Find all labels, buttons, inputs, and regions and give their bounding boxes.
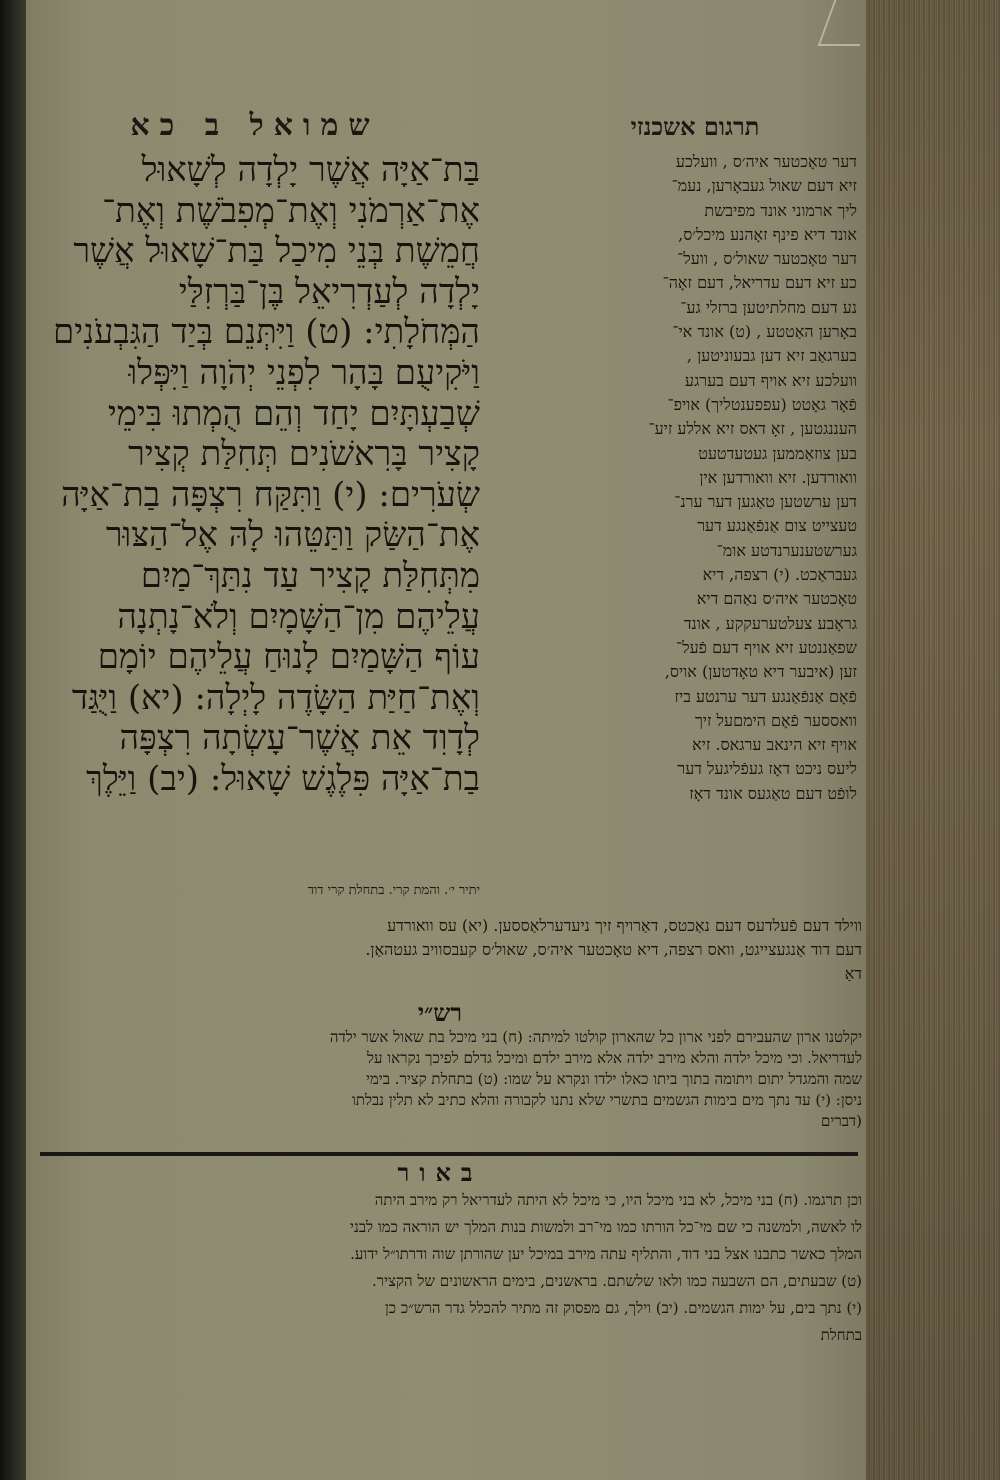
targum-line: טעצייט צום אַנפֿאַנגע דער [697, 516, 857, 536]
targum-line: פֿאָר גאָטט (עפפענטליך) אויפ־ [667, 394, 857, 414]
targum-line: וואססער פֿאָם הימםעל זיך [694, 710, 857, 730]
bible-line: לְדָוִד אֵת אֲשֶׁר־עָשְׂתָה רִצְפָּה [119, 718, 480, 759]
book-title-header: שמואל ב כא [130, 108, 380, 143]
targum-line: גערשטענערנדטע אומ־ [716, 540, 857, 560]
biur-line: לו לאשה, ולמשנה כי שם מי־כל הורתו כמו מי־רב ולמשות בנות המלך יש הוראה כמו לבני [350, 1218, 862, 1236]
bible-text-column [30, 150, 480, 800]
bible-line: שְׁבַעְתָּיִם יָחַד וְהֵם הֻמְתוּ בִּימֵי [107, 393, 480, 434]
targum-wide-line: דעם דוד אַנגעצייגט, וואס רצפה, דיא טאָכטער איה׳ס, שאול׳ס קעבסוויב געטהאַן. [365, 940, 862, 959]
targum-line: דער טאָכטער שאול׳ס , וועל־ [677, 249, 857, 269]
targum-line: זיא דעם שאול געבאָרען, נעמ־ [671, 176, 857, 196]
targum-line: אויף זיא הינאב ערגאס. זיא [692, 735, 857, 755]
targum-line: אונד דיא פינף זאָהנע מיכל׳ס, [678, 224, 857, 244]
targum-line: טאָכטער איה׳ס נאַהם דיא [696, 589, 857, 609]
targum-continuation [36, 914, 862, 986]
targum-line: ליך ארמוני אונד מפיבשת [704, 200, 857, 220]
targum-line: ליעס ניכט דאָז געפֿליגעל דער [677, 759, 857, 779]
targum-line: דער טאָכטער איה׳ס , וועלכע [675, 152, 857, 171]
targum-title-header: תרגום אשכנזי [630, 112, 760, 141]
targum-line: לופֿט דעם טאַגעס אונד דאָז [689, 783, 857, 803]
bible-line: בַת־אַיָּה פִּלֶגֶשׁ שָׁאוּל: (יב) וַיֵּלֶךְ [86, 758, 480, 799]
bible-line: קָצִיר בָּרִאשֹׁנִים תְּחִלַּת קְצִיר [128, 434, 480, 475]
rashi-line: יקלטנו ארון שהעבירם לפני ארון כל שהארון קולטו למיתה: (ח) בני מיכל בת שאול אשר ילדה [329, 1028, 862, 1046]
targum-column [492, 150, 857, 806]
rashi-commentary [36, 1027, 862, 1132]
page-edges [866, 0, 1000, 1480]
biur-commentary [36, 1187, 862, 1349]
bible-marginal-note: יתיר י׳. והמת קרי. בתחלת קרי דוד [307, 883, 480, 898]
bible-line: מִתְּחִלַּת קָצִיר עַד נִתַּךְ־מַיִם [140, 555, 480, 596]
targum-wide-line: דאַ [844, 964, 862, 983]
bible-line: וַיֹּקִיעֻם בָּהָר לִפְנֵי יְהֹוָה וַיִּפְּלוּ [128, 352, 480, 393]
bible-line: אֶת־אַרְמֹנִי וְאֶת־מְפִבֹשֶׁת וְאֶת־ [102, 190, 480, 231]
targum-line: שפאַננטע זיא אויף דעם פֿעל־ [676, 637, 857, 657]
bible-line: שְׂעֹרִים: (י) וַתִּקַּח רִצְפָּה בַת־אַיָּה [61, 474, 480, 515]
section-divider [40, 1152, 858, 1156]
rashi-line: (דברים [821, 1112, 862, 1130]
bible-line: עוֹף הַשָּׁמַיִם לָנוּחַ עֲלֵיהֶם יוֹמָם [97, 637, 480, 678]
targum-line: העננגטען , זאָ דאס זיא אללע זיע־ [648, 419, 857, 439]
targum-wide-line: ווילד דעם פֿעלדעס דעם נאַכטס, דאַרויף זיך ניעדערלאַססען. (יא) עס וואורדע [387, 916, 862, 935]
targum-line: געבראַכט. (י) רצפה, דיא [702, 565, 857, 585]
rashi-line: לעדריאל. וכי מיכל ילדה והלא מירב ילדה אלא מירב ילדם ומיכל גדלם לפיכך נקראו על [367, 1049, 862, 1067]
biur-heading: באור [397, 1158, 483, 1187]
bible-line: יָלְדָה לְעַדְרִיאֵל בֶּן־בַּרְזִלַּי [178, 271, 480, 312]
targum-line: זען (איבער דיא טאָדטען) אויס, [664, 662, 857, 682]
bible-line: עֲלֵיהֶם מִן־הַשָּׁמָיִם וְלֹא־נָתְנָה [117, 596, 480, 637]
bible-line: הַמְּחֹלָתִי: (ט) וַיִּתְּנֵם בְּיַד הַגִּבְעֹנִים [52, 312, 480, 353]
book-binding-left [0, 0, 26, 1480]
biur-line: בתחלת [820, 1326, 862, 1344]
targum-line: וועלכע זיא אויף דעם בערגע [684, 370, 857, 390]
targum-line: בען צוזאַממען געטעדטעט [698, 443, 857, 463]
targum-line: כע זיא דעם עדריאל, דעם זאָה־ [662, 273, 857, 293]
biur-line: (ט) שבעתים, הם השבעה כמו ולאו שלשתם. בראשנים, בימים הראשונים של הקציר. [372, 1272, 862, 1290]
rashi-line: שמה והמגדל יתום ויתומה בתוך ביתו כאלו ילדו ונקרא על שמו: (ט) בתחלת קציר. בימי [365, 1070, 862, 1088]
biur-line: המלך כאשר כתבנו אצל בני דוד, והתליף עתה מירב במיכל יען שהורתן שוה ודרתו״ל ידוע. [350, 1245, 862, 1263]
bible-line: אֶת־הַשַּׂק וַתַּטֵּהוּ לָהּ אֶל־הַצּוּר [105, 515, 480, 556]
bible-line: בַּת־אַיָּה אֲשֶׁר יָלְדָה לְשָׁאוּל [141, 150, 480, 190]
targum-line: דען ערשטען טאַגען דער ערנ־ [674, 492, 857, 512]
biur-line: וכן תרגמו. (ח) בני מיכל, לא בני מיכל היו, כי מיכל לא היתה לעדריאל רק מירב היתה [374, 1191, 862, 1209]
bible-line: וְאֶת־חַיַּת הַשָּׂדֶה לָיְלָה: (יא) וַיֻּגַּד [71, 677, 480, 718]
bible-line: חֲמֵשֶׁת בְּנֵי מִיכַל בַּת־שָׁאוּל אֲשֶׁר [73, 231, 480, 272]
targum-line: פֿאָם אַנפֿאַנגע דער ערנטע ביז [674, 686, 857, 706]
targum-line: וואורדען. זיא וואורדען אין [699, 467, 857, 487]
targum-line: גראָבע צעלטערעקקע , אונד [683, 613, 857, 633]
rashi-line: ניסן: (י) עד נתך מים בימות הגשמים בתשרי שלא נתנו לקבורה והלא כתיב לא תלין נבלתו [351, 1091, 862, 1109]
biur-line: (י) נתך בים, על ימות הגשמים. (יב) וילך, גם מפסוק זה מתיר להכלל גדר הרש״כ כן [384, 1299, 862, 1317]
targum-line: נע דעם מחלתיטען ברזלי גע־ [680, 297, 857, 317]
rashi-heading: רש״י [417, 998, 463, 1027]
targum-line: באָרען האַטטע , (ט) אונד אי־ [672, 322, 857, 342]
targum-line: בערגאַב זיא דען גבעוניטען , [686, 346, 857, 366]
